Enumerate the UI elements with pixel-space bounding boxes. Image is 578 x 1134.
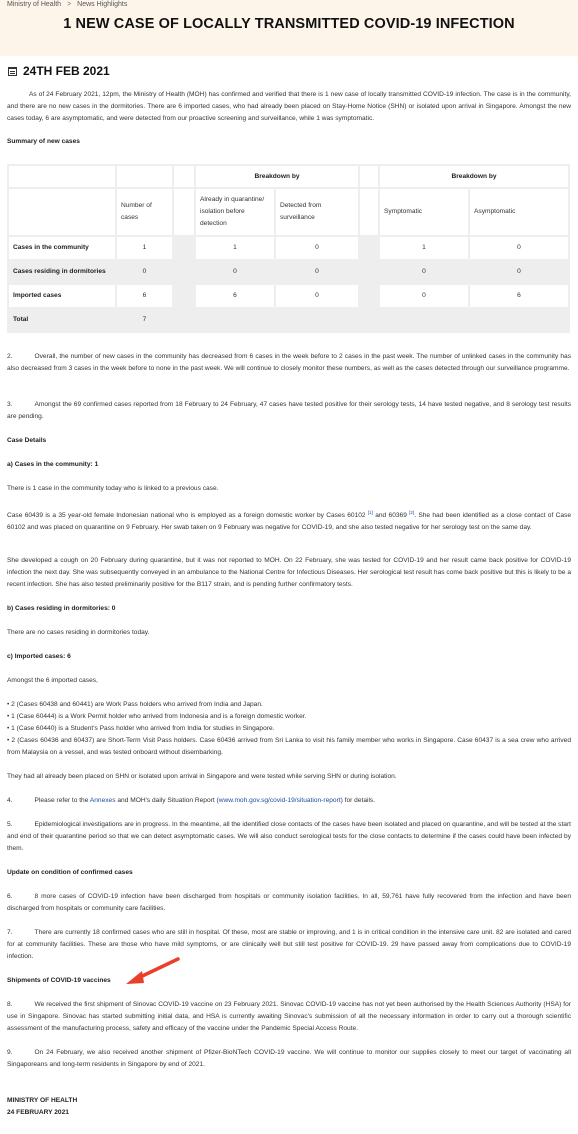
table-corner bbox=[9, 189, 115, 235]
table-cell: 0 bbox=[380, 285, 468, 307]
paragraph-9: 9. On 24 February, we also received another shipment of Pfizer-BioNTech COVID-19 vaccine. We will continue to monitor our supplies closely to meet our target of vaccinating all Singaporeans and long-term residents in Singapore by end of 2021. bbox=[7, 1049, 571, 1068]
table-cell: 0 bbox=[276, 285, 358, 307]
table-empty bbox=[360, 189, 378, 235]
table-cell: 0 bbox=[276, 261, 358, 283]
signature-line-1: MINISTRY OF HEALTH bbox=[7, 1097, 78, 1104]
table-cell: 0 bbox=[196, 261, 274, 283]
page-header bbox=[0, 0, 578, 56]
table-cell: 1 bbox=[117, 237, 172, 259]
table-cell: 1 bbox=[196, 237, 274, 259]
breadcrumb-item-moh[interactable]: Ministry of Health bbox=[7, 1, 62, 8]
imported-paragraph-1: Amongst the 6 imported cases, bbox=[7, 677, 98, 684]
publish-date: 24TH FEB 2021 bbox=[23, 64, 110, 78]
table-row-label: Cases residing in dormitories bbox=[9, 261, 115, 283]
date-row bbox=[8, 64, 110, 78]
col-header-surveillance: Detected from surveillance bbox=[276, 189, 358, 235]
table-empty bbox=[360, 166, 378, 187]
annexes-link[interactable]: Annexes bbox=[89, 797, 116, 804]
table-empty bbox=[360, 237, 378, 259]
footnote-link[interactable]: [2] bbox=[409, 510, 415, 515]
table-group-header: Breakdown by bbox=[380, 166, 568, 187]
summary-table bbox=[7, 164, 570, 333]
community-heading: a) Cases in the community: 1 bbox=[7, 461, 99, 468]
table-row-label: Total bbox=[9, 309, 115, 331]
paragraph-4: 4. Please refer to the Annexes and MOH's daily Situation Report (www.moh.gov.sg/covid-19/situation-report) for details. bbox=[7, 797, 376, 804]
imported-paragraph-2: They had all already been placed on SHN or isolated upon arrival in Singapore and were tested while serving SHN or during isolation. bbox=[7, 773, 397, 780]
case-details-heading: Case Details bbox=[7, 437, 47, 444]
table-cell: 1 bbox=[380, 237, 468, 259]
table-empty bbox=[174, 189, 194, 235]
table-cell: 0 bbox=[470, 261, 568, 283]
situation-report-link[interactable]: www.moh.gov.sg/covid-19/situation-report bbox=[218, 797, 341, 804]
table-cell: 6 bbox=[196, 285, 274, 307]
update-heading: Update on condition of confirmed cases bbox=[7, 869, 133, 876]
table-cell: 7 bbox=[117, 309, 172, 331]
table-group-header: Breakdown by bbox=[196, 166, 358, 187]
paragraph-6: 6. 8 more cases of COVID-19 infection have been discharged from hospitals or community isolation facilities. In all, 59,761 have fully recovered from the infection and have been discharged from hospitals or community care facilities. bbox=[7, 893, 571, 912]
col-header-asymptomatic: Asymptomatic bbox=[470, 189, 568, 235]
paragraph-1: As of 24 February 2021, 12pm, the Ministry of Health (MOH) has confirmed and verified that there is 1 new case of locally transmitted COVID-19 infection. The case is in the community, and there are no new cases in the dormitories. There are 6 imported cases, who had already been placed on Stay-Home Notice (SHN) or isolated upon arrival in Singapore. Amongst the new cases today, 6 are asymptomatic, and were detected from our proactive screening and surveillance, while 1 was symptomatic. bbox=[7, 91, 571, 122]
table-row-label: Imported cases bbox=[9, 285, 115, 307]
table-cell: 0 bbox=[117, 261, 172, 283]
table-empty bbox=[174, 285, 194, 307]
dorm-heading: b) Cases residing in dormitories: 0 bbox=[7, 605, 116, 612]
table-cell: 0 bbox=[276, 237, 358, 259]
community-paragraph-2: Case 60439 is a 35 year-old female Indonesian national who is employed as a foreign domestic worker by Cases 60102 [1] and 60369 [2]. She had been identified as a close contact of Case 60102 and was placed on quarantine on 9 February. Her swab taken on 9 February was negative for COVID-19, and she also tested negative for her serology test on the same day. bbox=[7, 510, 571, 532]
community-paragraph-3: She developed a cough on 20 February during quarantine, but it was not reported to MOH. On 22 February, she was tested for COVID-19 and her result came back positive for COVID-19 infection the next day. She was subsequently conveyed in an ambulance to the National Centre for Infectious Diseases. Her serological test result has come back positive but this is likely to be a recent infection. She has also tested preliminarily positive for the B117 strain, and is pending further confirmatory tests. bbox=[7, 557, 571, 588]
paragraph-7: 7. There are currently 18 confirmed cases who are still in hospital. Of these, most are stable or improving, and 1 is in critical condition in the intensive care unit. 82 are isolated and cared for at community facilities. These are those who have mild symptoms, or are clinically well but still test positive for COVID-19. 29 have passed away from complications due to COVID-19 infection. bbox=[7, 929, 571, 960]
paragraph-3: 3. Amongst the 69 confirmed cases reported from 18 February to 24 February, 47 cases have tested positive for their serology tests, 14 have tested negative, and 8 serology test results are pending. bbox=[7, 401, 571, 420]
list-item: • 1 (Case 60440) is a Student's Pass holder who arrived from India for studies in Singapore. bbox=[7, 725, 275, 732]
table-empty bbox=[117, 166, 172, 187]
paragraph-2: 2. Overall, the number of new cases in the community has decreased from 6 cases in the week before to 2 cases in the past week. The number of unlinked cases in the community has also decreased from 3 cases in the week before to none in the past week. We will continue to closely monitor these numbers, as well as the cases detected through our surveillance programme. bbox=[7, 353, 571, 372]
table-empty bbox=[174, 237, 194, 259]
chevron-right-icon: > bbox=[67, 1, 72, 8]
breadcrumb bbox=[7, 0, 127, 9]
table-cell: 0 bbox=[470, 237, 568, 259]
col-header-quarantine: Already in quarantine/ isolation before detection bbox=[196, 189, 274, 235]
dorm-paragraph: There are no cases residing in dormitories today. bbox=[7, 629, 150, 636]
summary-heading: Summary of new cases bbox=[7, 138, 80, 145]
table-cell: 6 bbox=[470, 285, 568, 307]
paragraph-5: 5. Epidemiological investigations are in progress. In the meantime, all the identified close contacts of the cases have been isolated and placed on quarantine, and will be tested at the start and end of their quarantine period so that we can detect asymptomatic cases. We will also conduct serological tests for the close contacts to determine if the cases could have been infected by them. bbox=[7, 821, 571, 852]
breadcrumb-item-news[interactable]: News Highlights bbox=[77, 1, 128, 8]
community-paragraph-1: There is 1 case in the community today who is linked to a previous case. bbox=[7, 485, 219, 492]
table-corner bbox=[9, 166, 115, 187]
col-header-number: Number of cases bbox=[117, 189, 172, 235]
vaccine-heading: Shipments of COVID-19 vaccines bbox=[7, 977, 111, 984]
calendar-icon bbox=[8, 67, 17, 76]
table-cell: 0 bbox=[380, 261, 468, 283]
list-item: • 2 (Cases 60438 and 60441) are Work Pass holders who arrived from India and Japan. bbox=[7, 701, 263, 708]
footnote-link[interactable]: [1] bbox=[367, 510, 373, 515]
table-cell: 6 bbox=[117, 285, 172, 307]
page-title: 1 NEW CASE OF LOCALLY TRANSMITTED COVID-19 INFECTION bbox=[63, 16, 515, 32]
table-row-label: Cases in the community bbox=[9, 237, 115, 259]
list-item: • 1 (Case 60444) is a Work Permit holder who arrived from Indonesia and is a foreign domestic worker. bbox=[7, 713, 307, 720]
table-empty bbox=[360, 285, 378, 307]
signature-line-2: 24 FEBRUARY 2021 bbox=[7, 1109, 69, 1116]
paragraph-8: 8. We received the first shipment of Sinovac COVID-19 vaccine on 23 February 2021. Sinovac COVID-19 vaccine has not yet been authorised by the Health Sciences Authority (HSA) for use in Singapore. Sinovac has started submitting initial data, and HSA is currently awaiting Sinovac's submission of all the necessary information in order to carry out a thorough scientific assessment of the manufacturing process, safety and efficacy of the vaccine under the Pandemic Special Access Route. bbox=[7, 1001, 571, 1032]
table-empty bbox=[174, 166, 194, 187]
list-item: • 2 (Cases 60436 and 60437) are Short-Term Visit Pass holders. Case 60436 arrived from Sri Lanka to visit his family member who works in Singapore. Case 60437 is a sea crew who arrived from Malaysia on a vessel, and was tested onboard without disembarking. bbox=[7, 737, 571, 756]
imported-heading: c) Imported cases: 6 bbox=[7, 653, 71, 660]
red-arrow-icon bbox=[122, 955, 182, 987]
col-header-symptomatic: Symptomatic bbox=[380, 189, 468, 235]
